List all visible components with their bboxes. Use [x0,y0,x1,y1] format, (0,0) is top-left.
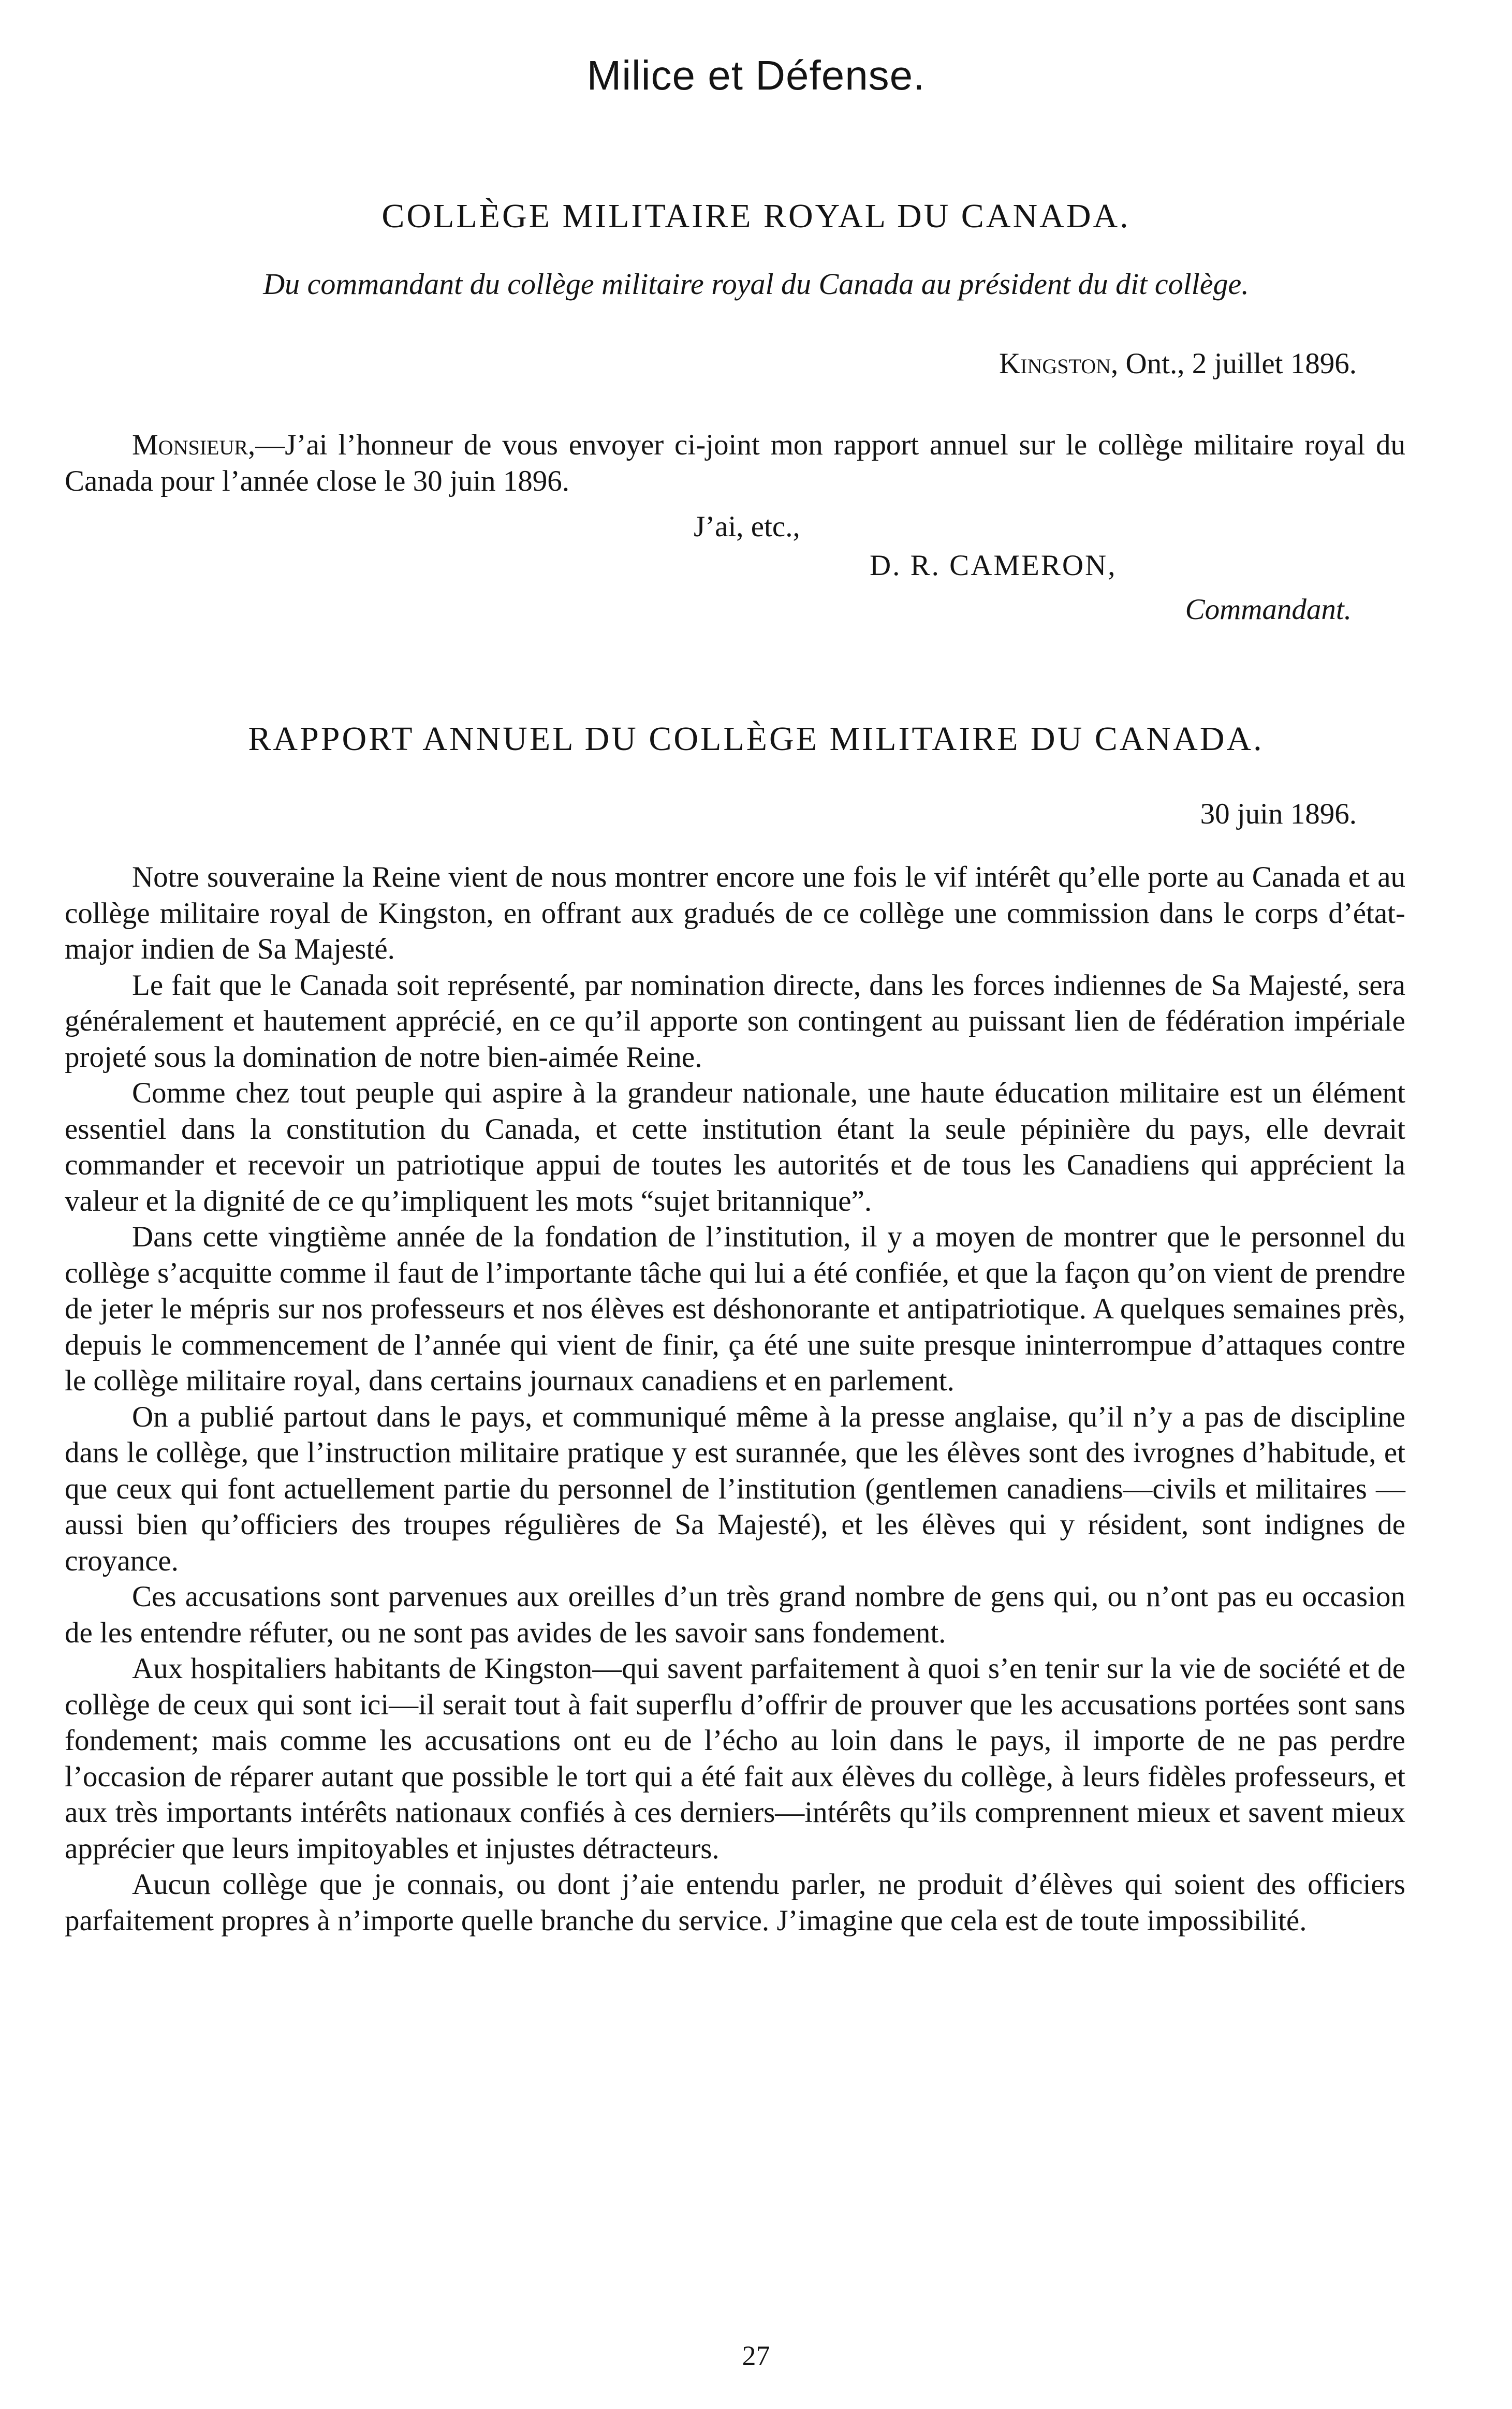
letter-text: ,—J’ai l’honneur de vous envoyer ci-joint mon rapport annuel sur le collège militaire royal du Canada pour l’année close le 30 juin 1896. [65,429,1405,497]
report-paragraph: Le fait que le Canada soit représenté, par nomination directe, dans les forces indiennes de Sa Majesté, sera généralement et hautement apprécié, en ce qu’il apporte son contingent au puissant lien de fédération impériale projeté sous la domination de notre bien-aimée Reine. [65,968,1405,1074]
report-paragraph: Aucun collège que je connais, ou dont j’aie entendu parler, ne produit d’élèves qui soient des officiers parfaitement propres à n’importe quelle branche du service. J’imagine que cela est de toute impossibilité. [65,1868,1405,1937]
report-paragraph: Notre souveraine la Reine vient de nous montrer encore une fois le vif intérêt qu’elle porte au Canada et au collège militaire royal de Kingston, en offrant aux gradués de ce collège une commission dans le corps d’état-major indien de Sa Majesté. [65,861,1405,965]
letter-signature-title: Commandant. [1185,593,1352,626]
report-paragraph: Comme chez tout peuple qui aspire à la grandeur nationale, une haute éducation militaire est un élément essentiel dans la constitution du Canada, et cette institution étant la seule pépinière du pays, elle devrait commander et recevoir un patriotique appui de toutes les autorités et de tous les Canadiens qui apprécient la valeur et la dignité de ce qu’impliquent les mots “sujet britannique”. [65,1077,1405,1217]
letter-subtitle: Du commandant du collège militaire royal du Canada au président du dit collège. [263,267,1249,301]
page-number: 27 [742,2340,770,2371]
report-paragraph: Ces accusations sont parvenues aux oreilles d’un très grand nombre de gens qui, ou n’ont pas eu occasion de les entendre réfuter, ou ne sont pas avides de les savoir sans fondement. [65,1580,1405,1649]
letter-signature: D. R. CAMERON, [870,549,1117,582]
letter-closing: J’ai, etc., [694,510,800,543]
report-title: RAPPORT ANNUEL DU COLLÈGE MILITAIRE DU CANADA. [248,720,1264,758]
letter-salutation: Monsieur [132,429,248,461]
letter-date: , Ont., 2 juillet 1896. [1111,347,1357,380]
report-paragraph: Aux hospitaliers habitants de Kingston—qui savent parfaitement à quoi s’en tenir sur la vie de société et de collège de ceux qui sont ici—il serait tout à fait superflu d’offrir de prouver que les accusations portées sont sans fondement; mais comme les accusations ont eu de l’écho au loin dans le pays, il importe de ne pas perdre l’occasion de réparer autant que possible le tort qui a été fait aux élèves du collège, à leurs fidèles professeurs, et aux très importants intérêts nationaux confiés à ces derniers—intérêts qu’ils comprennent mieux et savent mieux apprécier que leurs impitoyables et injustes détracteurs. [65,1652,1405,1865]
report-date: 30 juin 1896. [1200,798,1357,830]
running-head: Milice et Défense. [586,52,926,98]
letter-place: Kingston [999,347,1111,380]
report-paragraph: On a publié partout dans le pays, et communiqué même à la presse anglaise, qu’il n’y a pas de discipline dans le collège, que l’instruction militaire pratique y est surannée, que les élèves sont des ivrognes d’habitude, et que ceux qui font actuellement partie du personnel de l’institution (gentlemen canadiens—civils et militaires —aussi bien qu’officiers des troupes régulières de Sa Majesté), et les élèves qui y résident, sont indignes de croyance. [65,1400,1405,1577]
letter-body [65,427,1405,500]
letter-title: COLLÈGE MILITAIRE ROYAL DU CANADA. [381,197,1131,235]
report-paragraph: Dans cette vingtième année de la fondation de l’institution, il y a moyen de montrer que le personnel du collège s’acquitte comme il faut de l’importante tâche qui lui a été confiée, et que la façon qu’on vient de prendre de jeter le mépris sur nos professeurs et nos élèves est déshonorante et antipatriotique. A quelques semaines près, depuis le commencement de l’année qui vient de finir, ça été une suite presque ininterrompue d’attaques contre le collège militaire royal, dans certains journaux canadiens et en parlement. [65,1221,1405,1397]
letter-dateline [999,347,1357,380]
report-body [65,859,1405,1938]
